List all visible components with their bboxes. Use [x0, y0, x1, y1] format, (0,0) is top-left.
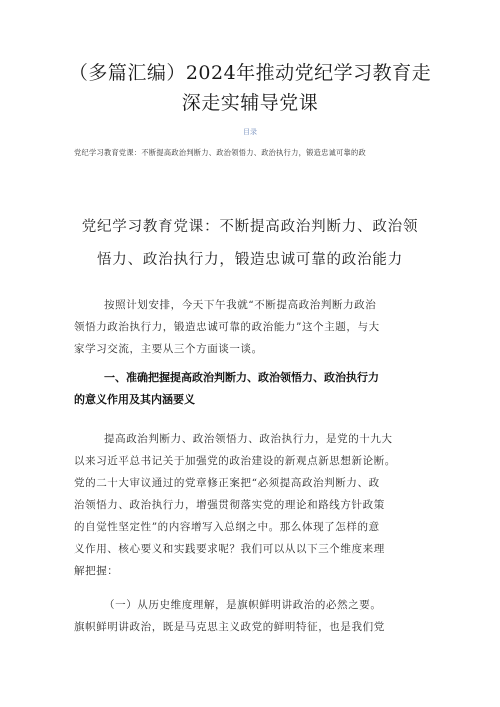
toc-entry-link[interactable]: 党纪学习教育党课：不断提高政治判断力、政治领悟力、政治执行力，锻造忠诚可靠的政 — [74, 148, 367, 157]
section-heading-1-line: 一、准确把握提高政治判断力、政治领悟力、政治执行力 — [104, 371, 379, 384]
intro-line: 按照计划安排，今天下午我就“不断提高政治判断力政治 — [104, 299, 377, 311]
paragraph-line: （一）从历史维度理解，是旗帜鲜明讲政治的必然之要。 — [104, 599, 382, 611]
intro-line: 领悟力政治执行力，锻造忠诚可靠的政治能力”这个主题，与大 — [74, 321, 380, 333]
intro-line: 家学习交流，主要从三个方面谈一谈。 — [74, 343, 263, 355]
paragraph-line: 以来习近平总书记关于加强党的政治建设的新观点新思想新论断。 — [74, 455, 396, 467]
paragraph-line: 旗帜鲜明讲政治，既是马克思主义政党的鲜明特征，也是我们党 — [74, 621, 385, 633]
toc-heading: 目录 — [243, 128, 257, 136]
paragraph-line: 治领悟力、政治执行力，增强贯彻落实党的理论和路线方针政策 — [74, 499, 385, 511]
section-heading-1-line: 的意义作用及其内涵要义 — [74, 393, 195, 406]
document-title-line-1: （多篇汇编）2024年推动党纪学习教育走 — [68, 62, 432, 84]
section-title-line-2: 悟力、政治执行力，锻造忠诚可靠的政治能力 — [97, 252, 403, 268]
paragraph-line: 党的二十大审议通过的党章修正案把“必须提高政治判断力、政 — [74, 477, 380, 489]
paragraph-line: 提高政治判断力、政治领悟力、政治执行力，是党的十九大 — [104, 433, 393, 445]
document-title-line-2: 深走实辅导党课 — [181, 92, 319, 114]
paragraph-line: 义作用、核心要义和实践要求呢？我们可以从以下三个维度来理 — [74, 543, 385, 555]
section-title-line-1: 党纪学习教育党课：不断提高政治判断力、政治领 — [81, 219, 419, 235]
paragraph-line: 解把握： — [74, 565, 119, 577]
paragraph-line: 的自觉性坚定性”的内容增写入总纲之中。那么体现了怎样的意 — [74, 521, 380, 533]
